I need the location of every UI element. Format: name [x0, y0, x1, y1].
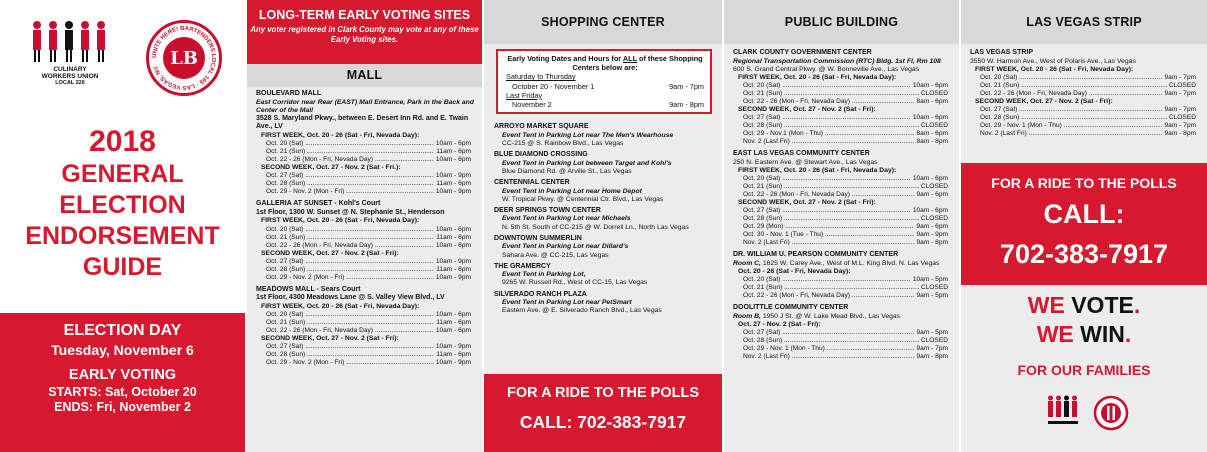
schedule-row: [733, 191, 951, 199]
schedule-hours: 10am - 9pm: [435, 257, 471, 265]
schedule-date: Oct. 28 (Sun) .....: [743, 215, 919, 223]
schedule-hours: 10am - 6pm: [435, 225, 471, 233]
schedule-date: Oct. 20 (Sat) .....: [266, 311, 434, 319]
schedule-row: [733, 183, 951, 191]
public-locations: [724, 44, 959, 361]
schedule-hours: 8am - 8pm: [916, 138, 948, 146]
schedule-row: [256, 319, 474, 327]
schedule-date: Oct. 21 (Sun) .....: [266, 148, 434, 156]
schedule-hours: 9am - 5pm: [916, 329, 948, 337]
week-label: SECOND WEEK, Oct. 27 - Nov. 2 (Sat - Fri.):: [261, 164, 401, 172]
schedule-hours: 10am - 9pm: [435, 188, 471, 196]
location-name: CLARK COUNTY GOVERNMENT CENTER: [733, 49, 872, 56]
strip-panel: [961, 0, 1207, 452]
location-name: MEADOWS MALL - Sears Court: [256, 285, 361, 293]
union-logos: [0, 0, 245, 110]
schedule-date: Oct. 21 (Sun) .....: [266, 234, 434, 242]
schedule-date: Nov. 2 (Last Fri) .....: [743, 239, 914, 247]
schedule-hours: 10am - 6pm: [435, 310, 471, 318]
location-address: 3528 S. Maryland Pkwy., between E. Desert Inn Rd. and E. Twain Ave., LV: [256, 114, 469, 131]
schedule-row: [970, 90, 1199, 98]
ride-banner-large: FOR A RIDE TO THE POLLS CALL: 702-383-7917: [961, 163, 1207, 285]
we-vote-we-win: WE VOTE. WE WIN.: [1027, 292, 1141, 347]
schedule-date: Oct. 20 (Sat) .....: [980, 74, 1162, 82]
schedule-hours: 10am - 6pm: [435, 326, 471, 334]
schedule-date: Oct. 21 (Sun) .....: [743, 90, 919, 98]
location-block: [256, 90, 474, 196]
shopping-hours-box: Early Voting Dates and Hours for ALL of these Shopping Centers below are: Saturday to Thursday October 20 - November 1 9am - 7pm Last Friday November 2 9am - 8pm: [496, 49, 712, 114]
schedule-hours: 9am - 7pm: [1164, 106, 1196, 114]
schedule-row: [256, 242, 474, 250]
schedule-row: [733, 90, 951, 98]
week-label: FIRST WEEK, Oct. 20 - 26 (Sat - Fri, Nevada Day):: [261, 217, 420, 225]
schedule-row: [733, 215, 951, 223]
schedule-date: Nov. 2 (Last Fri) .....: [980, 130, 1162, 138]
location-name: THE GRAMERCY: [494, 262, 551, 270]
location-block: [733, 150, 951, 247]
shopping-location: [494, 207, 714, 232]
schedule-hours: CLOSED: [920, 215, 948, 223]
schedule-row: [733, 223, 951, 231]
schedule-date: Oct. 27 (Sat) .....: [266, 258, 434, 266]
shopping-location: [494, 291, 714, 316]
schedule-date: Oct. 29 - Nov. 2 (Mon - Fri) .....: [266, 188, 434, 196]
shopping-location: [494, 123, 714, 148]
shopping-header: SHOPPING CENTER: [484, 0, 722, 44]
schedule-hours: 9am - 7pm: [1164, 89, 1196, 97]
schedule-date: Nov. 2 (Last Fri) .....: [743, 138, 914, 146]
schedule-row: [256, 180, 474, 188]
mall-panel: [247, 0, 482, 452]
schedule-hours: CLOSED: [920, 122, 948, 130]
schedule-date: Oct. 22 - 26 (Mon - Fri, Nevada Day) .....: [266, 242, 434, 250]
schedule-hours: 10am - 6pm: [912, 175, 948, 183]
schedule-hours: 10am - 6pm: [435, 140, 471, 148]
location-room: Room C,: [733, 259, 763, 267]
shopping-location: [494, 235, 714, 260]
schedule-row: [733, 130, 951, 138]
location-address-text: 600 S. Grand Central Pkwy. @ W. Bonneville Ave., Las Vegas: [733, 65, 920, 73]
location-address: [733, 313, 951, 321]
schedule-date: Oct. 28 (Sun) .....: [266, 351, 434, 359]
schedule-hours: 10am - 6pm: [435, 241, 471, 249]
schedule-row: [256, 172, 474, 180]
location-name: ARROYO MARKET SQUARE: [494, 123, 589, 131]
schedule-row: [970, 114, 1199, 122]
location-block: [733, 251, 951, 300]
schedule-hours: 11am - 6pm: [436, 265, 471, 273]
schedule-date: Oct. 27 (Sat) .....: [980, 106, 1162, 114]
schedule-hours: 8am - 6pm: [916, 130, 948, 138]
schedule-row: [733, 231, 951, 239]
schedule-date: Oct. 20 (Sat) .....: [266, 226, 434, 234]
location-name: DOWNTOWN SUMMERLIN: [494, 234, 582, 242]
schedule-date: Oct. 28 (Sun) .....: [980, 114, 1167, 122]
week-label: Oct. 27 - Nov. 2 (Sat - Fri):: [738, 321, 821, 329]
strip-header: LAS VEGAS STRIP: [961, 0, 1207, 44]
week-label: FIRST WEEK, Oct. 20 - 26 (Sat - Fri, Nevada Day):: [738, 167, 897, 175]
location-address: [733, 260, 951, 268]
for-our-families: FOR OUR FAMILIES: [1017, 362, 1151, 378]
schedule-row: [256, 148, 474, 156]
schedule-hours: 10am - 9pm: [435, 343, 471, 351]
schedule-row: [733, 207, 951, 215]
schedule-row: [256, 234, 474, 242]
public-panel: [724, 0, 959, 452]
cover-panel: [0, 0, 245, 452]
location-note: Event Tent in Parking Lot near PetSmart: [502, 299, 632, 307]
schedule-row: [256, 156, 474, 164]
location-note: Event Tent in Parking Lot near Home Depot: [502, 187, 642, 195]
schedule-hours: 11am - 6pm: [436, 148, 471, 156]
schedule-hours: 9am - 8pm: [1164, 130, 1196, 138]
location-address: W. Tropical Pkwy. @ Centennial Ctr. Blvd., Las Vegas: [502, 195, 664, 203]
location-name: DR. WILLIAM U. PEARSON COMMUNITY CENTER: [733, 251, 899, 259]
schedule-hours: 9am - 7pm: [916, 345, 948, 353]
location-block: [256, 286, 474, 367]
schedule-row: [256, 359, 474, 367]
schedule-hours: 10am - 5pm: [912, 276, 948, 284]
schedule-hours: 9am - 9pm: [916, 231, 948, 239]
long-term-banner: LONG-TERM EARLY VOTING SITES Any voter registered in Clark County may vote at any of these Early Voting sites.: [247, 0, 482, 64]
schedule-hours: CLOSED: [920, 337, 948, 345]
schedule-hours: 9am - 8pm: [916, 353, 948, 361]
location-note: Event Tent in Parking Lot near The Men's Wearhouse: [502, 131, 674, 139]
schedule-hours: 9am - 6pm: [916, 223, 948, 231]
schedule-hours: 10am - 6pm: [435, 156, 471, 164]
location-room: Room B,: [733, 312, 763, 320]
shopping-location: [494, 179, 714, 204]
schedule-date: Oct. 28 (Sun) .....: [266, 266, 434, 274]
schedule-row: [256, 188, 474, 196]
guide-title: 2018 GENERAL ELECTION ENDORSEMENT GUIDE: [25, 125, 220, 281]
location-name: DEER SPRINGS TOWN CENTER: [494, 206, 601, 214]
location-block: [733, 49, 951, 146]
schedule-hours: 9am - 5pm: [916, 292, 948, 300]
schedule-date: Oct. 21 (Sun) .....: [743, 183, 919, 191]
schedule-date: Oct. 22 - 26 (Mon - Fri, Nevada Day) .....: [266, 156, 434, 164]
culinary-workers-mini-logo: [1046, 395, 1080, 431]
schedule-row: [733, 114, 951, 122]
location-address-text: 1950 J St. @ W. Lake Mead Blvd., Las Vegas: [762, 312, 901, 320]
schedule-date: Oct. 21 (Sun) .....: [266, 319, 434, 327]
location-address: 250 N. Eastern Ave. @ Stewart Ave., Las Vegas: [733, 158, 878, 166]
schedule-row: [733, 138, 951, 146]
schedule-date: Oct. 22 - 26 (Mon - Fri, Nevada Day) .....: [743, 292, 914, 300]
schedule-hours: 10am - 6pm: [912, 114, 948, 122]
public-header: PUBLIC BUILDING: [724, 0, 959, 44]
location-room: Regional Transportation Commission (RTC) Bldg. 1st Fl, Rm 108: [733, 57, 941, 65]
schedule-row: [970, 122, 1199, 130]
culinary-union-name: CULINARY WORKERS UNION LOCAL 226: [41, 66, 99, 86]
schedule-row: [970, 74, 1199, 82]
schedule-date: Oct. 21 (Sun) .....: [980, 82, 1167, 90]
location-address: 1st Floor, 4300 Meadows Lane @ S. Valley View Blvd., LV: [256, 294, 445, 302]
location-address: Sahara Ave. @ CC-215, Las Vegas: [502, 251, 609, 259]
location-address: 9265 W. Russell Rd., West of CC-15, Las Vegas: [502, 279, 648, 287]
schedule-row: [970, 106, 1199, 114]
schedule-hours: 11am - 6pm: [436, 318, 471, 326]
bartenders-mini-logo: [1093, 395, 1129, 431]
schedule-date: Oct. 29 - Nov. 1 (Mon - Thu) .....: [980, 122, 1162, 130]
schedule-date: Oct. 29 - Nov. 2 (Mon - Fri) .....: [266, 359, 434, 367]
shopping-locations: [484, 120, 722, 315]
schedule-date: Oct. 22 - 26 (Mon - Fri, Nevada Day) .....: [743, 98, 914, 106]
location-note: Event Tent in Parking Lot,: [502, 271, 586, 279]
schedule-row: [970, 82, 1199, 90]
schedule-row: [256, 258, 474, 266]
schedule-hours: 9am - 7pm: [1164, 122, 1196, 130]
election-day-box: ELECTION DAY Tuesday, November 6 EARLY VOTING STARTS: Sat, October 20 ENDS: Fri, November 2: [0, 313, 245, 452]
schedule-hours: CLOSED: [920, 183, 948, 191]
location-name: GALLERIA AT SUNSET - Kohl's Court: [256, 200, 381, 208]
schedule-hours: CLOSED: [1168, 81, 1196, 89]
schedule-row: [256, 327, 474, 335]
shopping-panel: [484, 0, 722, 452]
schedule-hours: 9am - 6pm: [916, 191, 948, 199]
location-address: CC-215 @ S. Rainbow Blvd., Las Vegas: [502, 139, 624, 147]
week-label: FIRST WEEK, Oct. 20 - 26 (Sat - Fri, Nevada Day):: [975, 65, 1134, 73]
location-address: Blue Diamond Rd. @ Arville St., Las Vegas: [502, 167, 632, 175]
schedule-date: Oct. 29 - Nov. 1 (Mon - Thu) .....: [743, 345, 914, 353]
schedule-date: Oct. 28 (Sun) .....: [266, 180, 434, 188]
mall-locations: [247, 87, 482, 367]
schedule-hours: 10am - 9pm: [435, 359, 471, 367]
schedule-row: [733, 284, 951, 292]
bartenders-seal-logo: UNITE HERE! BARTENDERS LOCAL 165 · LAS VEGAS, NV LB: [146, 20, 222, 96]
week-label: SECOND WEEK, Oct. 27 - Nov. 2 (Sat - Fri):: [261, 334, 399, 342]
schedule-date: Oct. 28 (Sun) .....: [743, 337, 919, 345]
schedule-date: Oct. 20 (Sat) .....: [743, 175, 911, 183]
schedule-date: Oct. 20 (Sat) .....: [266, 140, 434, 148]
location-name: SILVERADO RANCH PLAZA: [494, 290, 587, 298]
location-address-text: 1625 W. Carey Ave., West of M.L. King Blvd. N. Las Vegas: [762, 259, 940, 267]
culinary-workers-logo: [29, 19, 109, 64]
schedule-date: Nov. 2 (Last Fri) .....: [743, 353, 914, 361]
schedule-hours: 10am - 9pm: [435, 172, 471, 180]
schedule-date: Oct. 22 - 26 (Mon - Fri, Nevada Day) .....: [980, 90, 1162, 98]
schedule-date: Oct. 29 - Nov.1 (Mon - Thu) .....: [743, 130, 914, 138]
schedule-row: [733, 175, 951, 183]
schedule-row: [733, 292, 951, 300]
ride-banner-small: FOR A RIDE TO THE POLLS CALL: 702-383-7917: [484, 374, 722, 452]
schedule-date: Oct. 27 (Sat) .....: [743, 114, 911, 122]
schedule-date: Oct. 29 (Mon) .....: [743, 223, 914, 231]
schedule-date: Oct. 27 (Sat) .....: [266, 172, 434, 180]
schedule-hours: CLOSED: [920, 284, 948, 292]
schedule-row: [733, 82, 951, 90]
location-block: [733, 304, 951, 361]
schedule-row: [970, 130, 1199, 138]
schedule-row: [733, 122, 951, 130]
schedule-hours: 10am - 9pm: [435, 273, 471, 281]
schedule-row: [256, 343, 474, 351]
week-label: SECOND WEEK, Oct. 27 - Nov. 2 (Sat - Fri):: [738, 106, 876, 114]
schedule-row: [256, 351, 474, 359]
week-label: SECOND WEEK, Oct. 27 - Nov. 2 (Sat - Fri):: [738, 199, 876, 207]
schedule-row: [733, 329, 951, 337]
strip-locations: [961, 44, 1207, 138]
schedule-row: [733, 337, 951, 345]
week-label: SECOND WEEK, Oct. 27 - Nov. 2 (Sat - Fri):: [261, 249, 399, 257]
schedule-hours: CLOSED: [920, 90, 948, 98]
schedule-row: [733, 345, 951, 353]
week-label: FIRST WEEK, Oct. 20 - 26 (Sat - Fri, Nevada Day):: [261, 131, 420, 139]
location-name: EAST LAS VEGAS COMMUNITY CENTER: [733, 150, 870, 158]
schedule-date: Oct. 21 (Sun) .....: [743, 284, 919, 292]
schedule-hours: 8am - 6pm: [916, 98, 948, 106]
schedule-hours: 10am - 6pm: [912, 82, 948, 90]
schedule-hours: 9am - 8pm: [916, 239, 948, 247]
schedule-row: [733, 239, 951, 247]
location-note: Event Tent in Parking Lot between Target and Kohl's: [502, 159, 672, 167]
location-name: DOOLITTLE COMMUNITY CENTER: [733, 304, 849, 312]
schedule-hours: 9am - 7pm: [1164, 73, 1196, 81]
location-name: LAS VEGAS STRIP: [970, 49, 1034, 56]
schedule-date: Oct. 27 (Sat) .....: [266, 343, 434, 351]
schedule-date: Oct. 29 - Nov. 2 (Mon - Fri) .....: [266, 274, 434, 282]
schedule-hours: 10am - 6pm: [912, 207, 948, 215]
schedule-row: [256, 311, 474, 319]
schedule-date: Oct. 27 (Sat) .....: [743, 207, 911, 215]
location-address: 1st Floor, 1300 W. Sunset @ N. Stephanie St., Henderson: [256, 208, 445, 216]
location-address: [733, 58, 951, 74]
schedule-row: [733, 353, 951, 361]
schedule-date: Oct. 20 (Sat) .....: [743, 82, 911, 90]
schedule-date: Oct. 22 - 26 (Mon - Fri, Nevada Day) .....: [266, 327, 434, 335]
schedule-row: [256, 226, 474, 234]
schedule-date: Oct. 27 (Sat) .....: [743, 329, 914, 337]
location-block: [970, 49, 1199, 138]
schedule-row: [733, 98, 951, 106]
schedule-hours: 11am - 6pm: [436, 180, 471, 188]
week-label: FIRST WEEK, Oct. 20 - 26 (Sat - Fri, Nevada Day):: [261, 302, 420, 310]
mall-header: MALL: [247, 64, 482, 87]
location-name: CENTENNIAL CENTER: [494, 179, 570, 187]
location-address: 3550 W. Harmon Ave., West of Polaris Ave., Las Vegas: [970, 57, 1136, 65]
location-note: East Corridor near Rear (EAST) Mall Entrance, Park in the Back and Center of the Mall: [256, 98, 474, 114]
svg-text:UNITE HERE! BARTENDERS LOCAL 1: UNITE HERE! BARTENDERS LOCAL 165 · LAS VEGAS, NV: [151, 25, 217, 91]
schedule-date: Oct. 22 - 26 (Mon - Fri, Nevada Day) .....: [743, 191, 914, 199]
shopping-location: [494, 263, 714, 288]
location-block: [256, 200, 474, 281]
schedule-hours: CLOSED: [1168, 114, 1196, 122]
week-label: FIRST WEEK, Oct. 20 - 26 (Sat - Fri, Nevada Day):: [738, 73, 897, 81]
schedule-row: [256, 274, 474, 282]
schedule-hours: 11am - 6pm: [436, 233, 471, 241]
schedule-row: [256, 266, 474, 274]
shopping-location: [494, 151, 714, 176]
location-address: N. 5th St. South of CC-215 @ W. Dorrell Ln., North Las Vegas: [502, 223, 689, 231]
location-name: BOULEVARD MALL: [256, 90, 322, 97]
schedule-date: Oct. 30 - Nov. 1 (Tue - Thu) .....: [743, 231, 914, 239]
location-address: Eastern Ave. @ E. Silverado Ranch Blvd., Las Vegas: [502, 307, 662, 315]
location-note: Event Tent in Parking Lot near Michaels: [502, 215, 631, 223]
location-note: Event Tent in Parking Lot near Dillard's: [502, 243, 629, 251]
schedule-row: [733, 276, 951, 284]
schedule-row: [256, 140, 474, 148]
week-label: SECOND WEEK, Oct. 27 - Nov. 2 (Sat - Fri):: [975, 97, 1113, 105]
week-label: Oct. 20 - 26 (Sat - Fri, Nevada Day):: [738, 268, 851, 276]
schedule-date: Oct. 28 (Sun) .....: [743, 122, 919, 130]
schedule-hours: 11am - 6pm: [436, 351, 471, 359]
schedule-date: Oct. 20 (Sat) .....: [743, 276, 911, 284]
location-name: BLUE DIAMOND CROSSING: [494, 151, 588, 159]
